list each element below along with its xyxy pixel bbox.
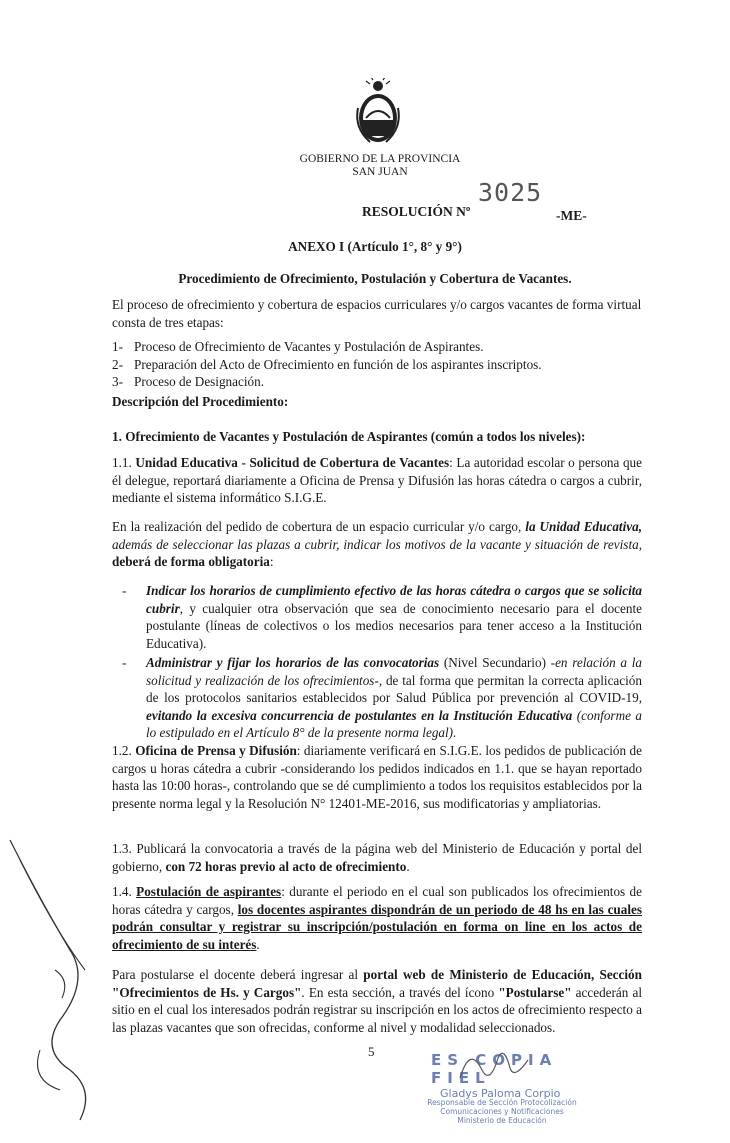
bullet-convocations: - Administrar y fijar los horarios de las convocatorias (Nivel Secundario) -en relación a la solicitud y realización de los ofrecimientos-, de tal forma que permitan la correcta aplicación de los protocolos sanitarios establecidos por Salud Pública por prevención al COVID-19, evitando la excesiva concurrencia de postulantes en la Institución Educativa (conforme a lo estipulado en el Artículo 8° de la presente norma legal). — [122, 655, 643, 741]
paragraph-1-1: 1.1. Unidad Educativa - Solicitud de Cobertura de Vacantes: La autoridad escolar o persona que él delegue, reportará diariamente a Oficina de Prensa y Difusión las horas cátedra o cargos a cubrir, mediante el sistema informático S.I.G.E. — [112, 455, 642, 506]
list-item: 3- Proceso de Designación. — [112, 374, 265, 390]
stages-list — [112, 338, 542, 391]
section-1-heading: 1. Ofrecimiento de Vacantes y Postulación de Aspirantes (común a todos los niveles): — [112, 429, 586, 444]
resolution-number: 3025 — [478, 178, 543, 207]
annex-title: ANEXO I (Artículo 1°, 8° y 9°) — [288, 239, 462, 254]
coat-of-arms-icon — [352, 78, 404, 148]
paragraph-requirements: En la realización del pedido de cobertura de un espacio curricular y/o cargo, la Unidad Educativa, además de seleccionar las plazas a cubrir, indicar los motivos de la vacante y situación de revista, deberá de forma obligatoria: — [112, 519, 642, 570]
description-heading: Descripción del Procedimiento: — [112, 394, 289, 409]
stamp-title: ES COPIA FIEL — [431, 1051, 558, 1087]
signature-icon — [440, 1040, 550, 1090]
paragraph-1-4: 1.4. Postulación de aspirantes: durante el periodo en el cual son publicados los ofrecimientos de horas cátedra y cargos, los docentes aspirantes dispondrán de un periodo de 48 hs en las cuales podrán consultar y registrar su inscripción/postulación en forma on line en los actos de ofrecimiento de su interés. — [112, 884, 643, 952]
stamp-name: Gladys Paloma Corpio — [440, 1087, 561, 1100]
gov-line-2: SAN JUAN — [352, 166, 408, 178]
paragraph-postulation-instructions: Para postularse el docente deberá ingresar al portal web de Ministerio de Educación, Sección "Ofrecimientos de Hs. y Cargos". En esta sección, a través del ícono "Postularse" accederán al sitio en el cual los interesados podrán registrar su inscripción en los actos de ofrecimiento respecto a las plazas vacantes que son ofrecidas, conforme al nivel y modalidad seleccionados. — [112, 967, 642, 1035]
resolution-suffix: -ME- — [556, 208, 587, 223]
stamp-role: Responsable de Sección Protocolización Comunicaciones y Notificaciones Ministerio de Educación — [427, 1098, 577, 1125]
paragraph-1-2: 1.2. Oficina de Prensa y Difusión: diariamente verificará en S.I.G.E. los pedidos de publicación de cargos u horas cátedra a cubrir -considerando los pedidos indicados en 1.1. que se hayan reportado hasta las 10:00 horas-, controlando que se dé cumplimiento a todos los requisitos establecidos por la presente norma legal y la Resolución N° 12401-ME-2016, sus modificatorias y ampliatorias. — [112, 743, 643, 811]
page-number: 5 — [368, 1044, 375, 1059]
gov-line-1: GOBIERNO DE LA PROVINCIA — [299, 153, 461, 165]
handwritten-signature-icon — [0, 820, 110, 1130]
resolution-label: RESOLUCIÓN Nº — [362, 204, 471, 219]
document-title: Procedimiento de Ofrecimiento, Postulación y Cobertura de Vacantes. — [178, 271, 572, 286]
list-item: 1- Proceso de Ofrecimiento de Vacantes y Postulación de Aspirantes. — [112, 339, 484, 354]
intro-paragraph: El proceso de ofrecimiento y cobertura de espacios curriculares y/o cargos vacantes de forma virtual consta de tres etapas: — [112, 297, 642, 330]
list-item: 2- Preparación del Acto de Ofrecimiento en función de los aspirantes inscriptos. — [112, 356, 542, 372]
paragraph-1-3: 1.3. Publicará la convocatoria a través de la página web del Ministerio de Educación y portal del gobierno, con 72 horas previo al acto de ofrecimiento. — [112, 841, 642, 874]
bullet-schedules: - Indicar los horarios de cumplimiento efectivo de las horas cátedra o cargos que se solicita cubrir, y cualquier otra observación que sea de conocimiento necesario para el docente postulante (líneas de colectivos o los medios necesarios para tener acceso a la Institución Educativa). — [122, 583, 642, 651]
